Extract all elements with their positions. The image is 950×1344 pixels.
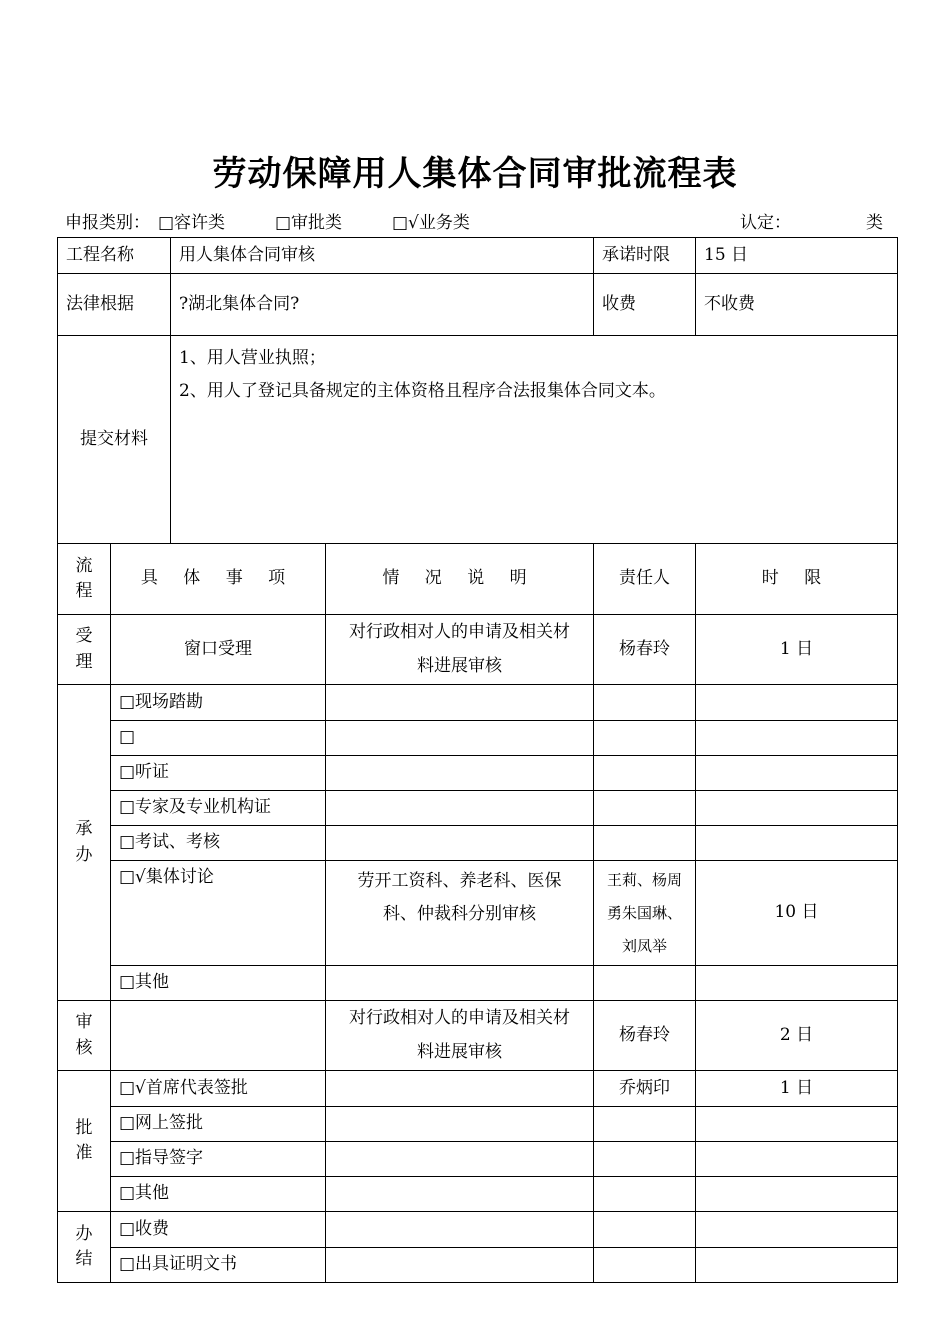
accept-person: 杨春玲 [594,615,696,685]
approve-item: □√首席代表签批 [111,1071,326,1107]
accept-desc: 对行政相对人的申请及相关材 料进展审核 [326,615,594,685]
limit-label: 承诺时限 [594,238,696,274]
handle-item: □ [111,721,326,756]
stage-review: 审 核 [58,1001,111,1071]
review-desc: 对行政相对人的申请及相关材 料进展审核 [326,1001,594,1071]
process-header-row [58,544,898,615]
accept-item: 窗口受理 [111,615,326,685]
stage-approve: 批 准 [58,1071,111,1212]
project-name-label: 工程名称 [58,238,171,274]
confirm-label: 认定： [740,213,791,233]
handle-item: □现场踏勘 [111,685,326,721]
discussion-person: 王莉、杨周 勇朱国琳、 刘凤举 [594,861,696,966]
discussion-limit: 10 日 [696,861,898,966]
finish-item: □出具证明文书 [111,1248,326,1283]
materials-list [171,336,898,544]
handle-row [58,826,898,861]
approve-row [58,1142,898,1177]
handle-item: □考试、考核 [111,826,326,861]
review-person: 杨春玲 [594,1001,696,1071]
finish-item: □收费 [111,1212,326,1248]
stage-accept: 受 理 [58,615,111,685]
handle-item: □听证 [111,756,326,791]
handle-item: □其他 [111,966,326,1001]
materials-label: 提交材料 [58,336,171,544]
desc-header: 情 况 说 明 [326,544,594,615]
stage-handle: 承 办 [58,685,111,1001]
law-row [58,274,898,336]
stage-finish: 办 结 [58,1212,111,1283]
approve-row [58,1107,898,1142]
approve-row [58,1071,898,1107]
materials-row [58,336,898,544]
handle-row [58,966,898,1001]
review-limit: 2 日 [696,1001,898,1071]
stage-header: 流 程 [58,544,111,615]
class-suffix: 类 [866,213,883,233]
type-option-permit: □容许类 [158,213,226,233]
approve-row [58,1177,898,1212]
fee-label: 收费 [594,274,696,336]
approve-limit: 1 日 [696,1071,898,1107]
project-name-row [58,238,898,274]
type-option-business: □√业务类 [392,213,470,233]
type-option-approval: □审批类 [275,213,343,233]
law-label: 法律根据 [58,274,171,336]
handle-item: □√集体讨论 [111,861,326,966]
accept-row [58,615,898,685]
apply-type-label: 申报类别： [65,213,150,233]
handle-row [58,756,898,791]
material-item: 2、用人了登记具备规定的主体资格且程序合法报集体合同文本。 [179,381,666,402]
finish-row [58,1248,898,1283]
review-row [58,1001,898,1071]
handle-row [58,791,898,826]
approve-item: □其他 [111,1177,326,1212]
finish-row [58,1212,898,1248]
handle-row [58,721,898,756]
approve-item: □指导签字 [111,1142,326,1177]
person-header: 责任人 [594,544,696,615]
discussion-desc: 劳开工资科、养老科、医保 科、仲裁科分别审核 [326,861,594,966]
approve-person: 乔炳印 [594,1071,696,1107]
handle-row-discussion [58,861,898,966]
item-header: 具 体 事 项 [111,544,326,615]
project-name-value: 用人集体合同审核 [171,238,594,274]
approve-item: □网上签批 [111,1107,326,1142]
handle-row [58,685,898,721]
accept-limit: 1 日 [696,615,898,685]
handle-item: □专家及专业机构证 [111,791,326,826]
law-value: ?湖北集体合同? [171,274,594,336]
page-title: 劳动保障用人集体合同审批流程表 [212,154,738,194]
limit-header: 时 限 [696,544,898,615]
material-item: 1、用人营业执照； [179,348,326,368]
limit-value: 15 日 [696,238,898,274]
fee-value: 不收费 [696,274,898,336]
approval-table [57,237,898,1283]
